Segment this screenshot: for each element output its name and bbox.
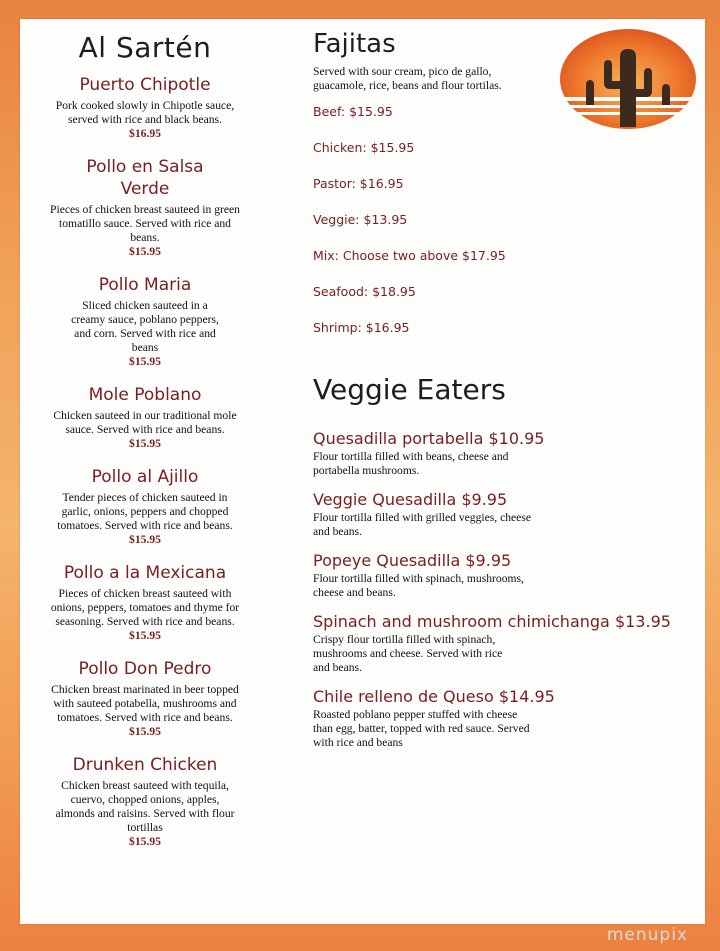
- menu-item: [50, 274, 240, 369]
- fajita-item: Veggie: $13.95: [313, 212, 408, 227]
- veggie-item-name: Popeye Quesadilla $9.95: [313, 551, 512, 570]
- veggie-item: [313, 550, 693, 600]
- item-description: Pieces of chicken breast sauteed with onions, peppers, tomatoes and thyme for seasoning. Served with rice and beans.: [50, 587, 240, 628]
- al-sarten-title: Al Sartén: [78, 31, 212, 64]
- item-name: Drunken Chicken: [72, 755, 218, 775]
- menu-item: [50, 658, 240, 739]
- right-column: [313, 29, 693, 761]
- item-name: Pollo a la Mexicana: [63, 563, 227, 583]
- menu-item: [50, 466, 240, 547]
- fajita-item: Seafood: $18.95: [313, 284, 416, 299]
- menu-item: [50, 156, 240, 259]
- item-price: $15.95: [129, 629, 161, 642]
- item-description: Pork cooked slowly in Chipotle sauce, served with rice and black beans.: [55, 99, 235, 126]
- veggie-item: [313, 489, 693, 539]
- fajitas-intro: Served with sour cream, pico de gallo, guacamole, rice, beans and flour tortilas.: [313, 65, 502, 92]
- veggie-list: [313, 428, 693, 750]
- veggie-item-description: Roasted poblano pepper stuffed with cheese than egg, batter, topped with red sauce. Served with rice and beans: [313, 708, 530, 749]
- veggie-item: [313, 686, 693, 750]
- item-description: Chicken sauteed in our traditional mole sauce. Served with rice and beans.: [53, 409, 237, 436]
- item-description: Chicken breast marinated in beer topped with sauteed potabella, mushrooms and tomatoes. Served with rice and beans.: [51, 683, 239, 724]
- al-sarten-section: [50, 31, 240, 864]
- veggie-item-description: Flour tortilla filled with spinach, mushrooms, cheese and beans.: [313, 572, 524, 599]
- item-name: Pollo en Salsa Verde: [86, 157, 204, 199]
- item-description: Sliced chicken sauteed in a creamy sauce, poblano peppers, and corn. Served with rice and beans: [71, 299, 219, 354]
- item-name: Mole Poblano: [88, 385, 202, 405]
- veggie-item-name: Quesadilla portabella $10.95: [313, 429, 545, 448]
- item-price: $15.95: [129, 725, 161, 738]
- veggie-item-name: Veggie Quesadilla $9.95: [313, 490, 508, 509]
- fajita-item: Pastor: $16.95: [313, 176, 404, 191]
- veggie-item-name: Chile relleno de Queso $14.95: [313, 687, 555, 706]
- veggie-item: [313, 611, 693, 675]
- fajita-item: Beef: $15.95: [313, 104, 393, 119]
- item-description: Pieces of chicken breast sauteed in green tomatillo sauce. Served with rice and beans.: [50, 203, 240, 244]
- menu-item: [50, 74, 240, 141]
- item-price: $15.95: [129, 355, 161, 368]
- item-name: Pollo Maria: [98, 275, 192, 295]
- veggie-item-description: Flour tortilla filled with beans, cheese and portabella mushrooms.: [313, 450, 509, 477]
- item-price: $16.95: [129, 127, 161, 140]
- fajitas-list: [313, 103, 693, 355]
- fajita-item: Chicken: $15.95: [313, 140, 415, 155]
- item-name: Pollo Don Pedro: [78, 659, 212, 679]
- veggie-item: [313, 428, 693, 478]
- menu-item: [50, 754, 240, 849]
- item-description: Tender pieces of chicken sauteed in garlic, onions, peppers and chopped tomatoes. Served with rice and beans.: [57, 491, 233, 532]
- item-price: $15.95: [129, 533, 161, 546]
- item-price: $15.95: [129, 835, 161, 848]
- item-price: $15.95: [129, 437, 161, 450]
- item-name: Pollo al Ajillo: [91, 467, 199, 487]
- menu-page: [20, 19, 705, 924]
- fajita-item: Shrimp: $16.95: [313, 320, 410, 335]
- fajita-item: Mix: Choose two above $17.95: [313, 248, 506, 263]
- veggie-item-description: Crispy flour tortilla filled with spinach, mushrooms and cheese. Served with rice and beans.: [313, 633, 503, 674]
- veggie-item-description: Flour tortilla filled with grilled veggies, cheese and beans.: [313, 511, 531, 538]
- fajitas-title: Fajitas: [313, 29, 396, 59]
- cactus-sunset-icon: [558, 27, 698, 132]
- item-name: Puerto Chipotle: [79, 75, 211, 95]
- menu-item: [50, 562, 240, 643]
- veggie-item-name: Spinach and mushroom chimichanga $13.95: [313, 612, 671, 631]
- veggie-eaters-title: Veggie Eaters: [313, 373, 506, 406]
- menu-item: [50, 384, 240, 451]
- item-description: Chicken breast sauteed with tequila, cuervo, chopped onions, apples, almonds and raisins. Served with flour tortillas: [55, 779, 235, 834]
- item-price: $15.95: [129, 245, 161, 258]
- menupix-watermark: menupix: [606, 925, 688, 945]
